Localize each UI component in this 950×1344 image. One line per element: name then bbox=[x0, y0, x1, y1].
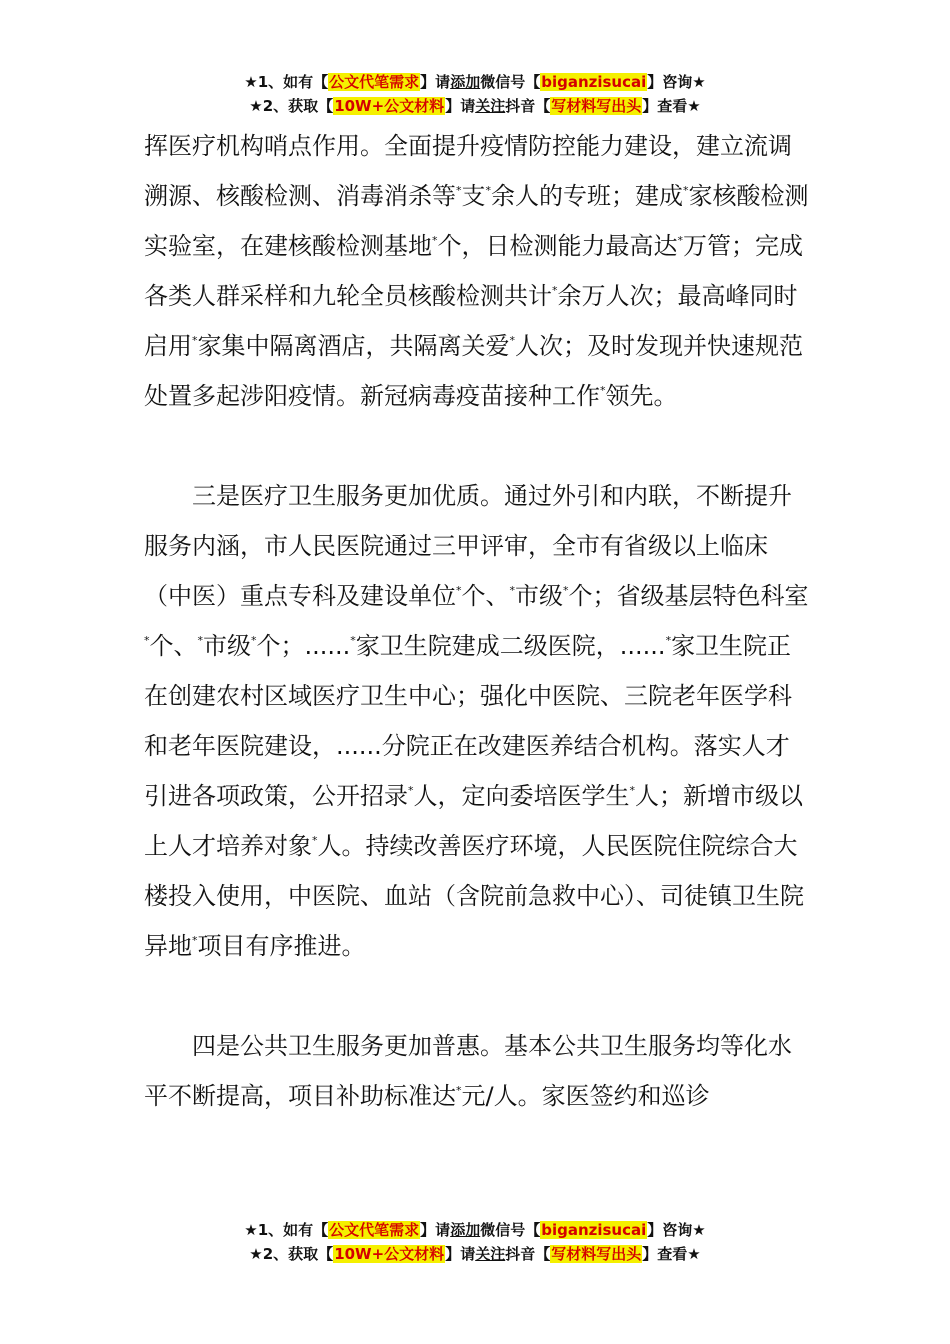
highlight-service: 公文代笔需求 bbox=[329, 73, 420, 91]
document-body bbox=[144, 121, 809, 1121]
star-icon: ★ bbox=[244, 73, 258, 91]
highlight-wechat-id: biganzisucai bbox=[541, 73, 647, 91]
paragraph-medical-services: 三是医疗卫生服务更加优质。通过外引和内联，不断提升服务内涵，市人民医院通过三甲评审，全市有省级以上临床（中医）重点专科及建设单位*个、*市级*个；省级基层特色科室*个、*市级*个；......*家卫生院建成二级医院，......*家卫生院正在创建农村区域医疗卫生中心；强化中医院、三院老年医学科和老年医院建设，......分院正在改建医养结合机构。落实人才引进各项政策，公开招录*人，定向委培医学生*人；新增市级以上人才培养对象*人。持续改善医疗环境，人民医院住院综合大楼投入使用，中医院、血站（含院前急救中心）、司徒镇卫生院异地*项目有序推进。 bbox=[144, 482, 809, 960]
promo-line-1: ★1、如有【公文代笔需求】请添加微信号【biganzisucai】咨询★ bbox=[244, 73, 706, 91]
highlight-douyin-account: 写材料写出头 bbox=[551, 1245, 642, 1263]
promo-line-1: ★1、如有【公文代笔需求】请添加微信号【biganzisucai】咨询★ bbox=[244, 1221, 706, 1239]
promo-line-2: ★2、获取【10W+公文材料】请关注抖音【写材料写出头】查看★ bbox=[249, 1245, 701, 1263]
highlight-materials: 10W+公文材料 bbox=[334, 1245, 445, 1263]
highlight-douyin-account: 写材料写出头 bbox=[551, 97, 642, 115]
highlight-wechat-id: biganzisucai bbox=[541, 1221, 647, 1239]
paragraph-spacer bbox=[144, 421, 809, 471]
footer-promo-banner bbox=[0, 1218, 950, 1266]
star-icon: ★ bbox=[249, 97, 263, 115]
paragraph-epidemic-control: 挥医疗机构哨点作用。全面提升疫情防控能力建设，建立流调溯源、核酸检测、消毒消杀等*支*余人的专班；建成*家核酸检测实验室，在建核酸检测基地*个，日检测能力最高达*万管；完成各类人群采样和九轮全员核酸检测共计*余万人次；最高峰同时启用*家集中隔离酒店，共隔离关爱*人次；及时发现并快速规范处置多起涉阳疫情。新冠病毒疫苗接种工作*领先。 bbox=[144, 132, 809, 410]
paragraph-public-health: 四是公共卫生服务更加普惠。基本公共卫生服务均等化水平不断提高，项目补助标准达*元/人。家医签约和巡诊 bbox=[144, 1032, 792, 1110]
star-icon: ★ bbox=[249, 1245, 263, 1263]
paragraph-spacer bbox=[144, 971, 809, 1021]
star-icon: ★ bbox=[244, 1221, 258, 1239]
highlight-materials: 10W+公文材料 bbox=[334, 97, 445, 115]
highlight-service: 公文代笔需求 bbox=[329, 1221, 420, 1239]
promo-line-2: ★2、获取【10W+公文材料】请关注抖音【写材料写出头】查看★ bbox=[249, 97, 701, 115]
header-promo-banner bbox=[0, 70, 950, 118]
